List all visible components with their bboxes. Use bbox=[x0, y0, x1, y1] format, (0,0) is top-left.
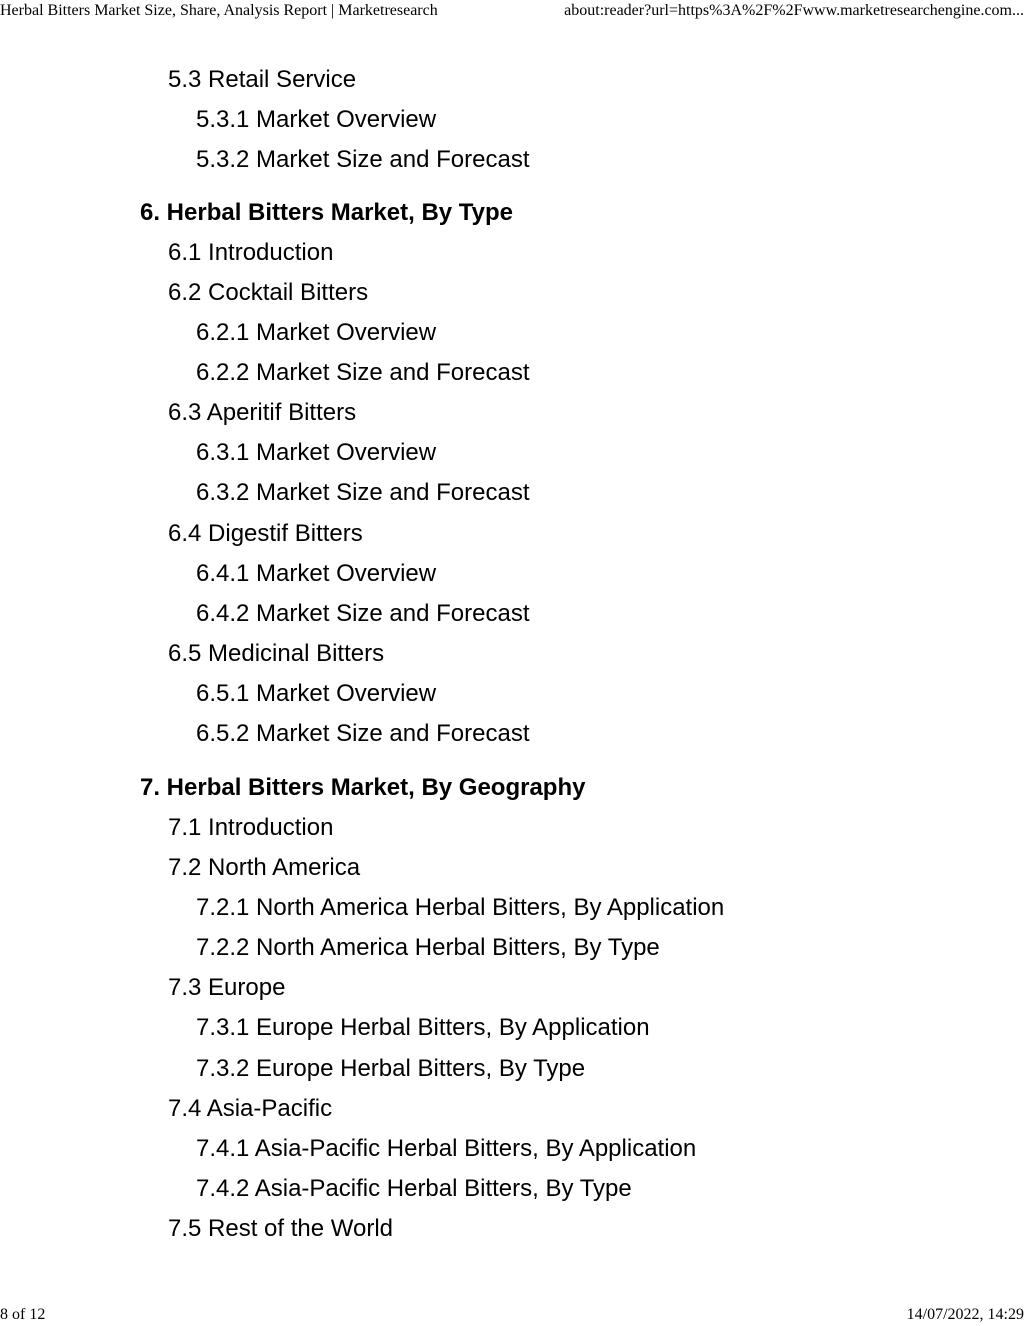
toc-item-7-4: 7.4 Asia-Pacific bbox=[168, 1095, 333, 1122]
toc-item-7-3: 7.3 Europe bbox=[168, 974, 286, 1001]
toc-item-6-2-1: 6.2.1 Market Overview bbox=[196, 319, 437, 346]
toc-item-7-1: 7.1 Introduction bbox=[168, 814, 334, 841]
toc-item-6-3: 6.3 Aperitif Bitters bbox=[168, 399, 357, 426]
print-datetime: 14/07/2022, 14:29 bbox=[906, 1306, 1024, 1323]
toc-item-6-4-2: 6.4.2 Market Size and Forecast bbox=[196, 600, 530, 627]
page-number: 8 of 12 bbox=[0, 1306, 46, 1323]
toc-item-7-2-1: 7.2.1 North America Herbal Bitters, By Application bbox=[196, 894, 725, 921]
toc-item-7-5: 7.5 Rest of the World bbox=[168, 1215, 393, 1242]
toc-item-7-4-2: 7.4.2 Asia-Pacific Herbal Bitters, By Type bbox=[196, 1175, 632, 1202]
toc-item-7-3-2: 7.3.2 Europe Herbal Bitters, By Type bbox=[196, 1055, 586, 1082]
toc-item-6-3-2: 6.3.2 Market Size and Forecast bbox=[196, 479, 530, 506]
toc-item-7-2-2: 7.2.2 North America Herbal Bitters, By Type bbox=[196, 934, 660, 961]
print-footer bbox=[0, 1304, 1024, 1326]
toc-item-7-3-1: 7.3.1 Europe Herbal Bitters, By Application bbox=[196, 1014, 650, 1041]
toc-item-6-5: 6.5 Medicinal Bitters bbox=[168, 640, 385, 667]
toc-item-6-5-2: 6.5.2 Market Size and Forecast bbox=[196, 720, 530, 747]
toc-item-5-3-1: 5.3.1 Market Overview bbox=[196, 106, 437, 133]
print-header bbox=[0, 0, 1024, 22]
toc-item-6-4: 6.4 Digestif Bitters bbox=[168, 520, 363, 547]
page-title: Herbal Bitters Market Size, Share, Analysis Report | Marketresearch bbox=[0, 2, 438, 19]
toc-heading-6: 6. Herbal Bitters Market, By Type bbox=[140, 199, 514, 226]
toc-item-6-4-1: 6.4.1 Market Overview bbox=[196, 560, 437, 587]
toc-item-6-2: 6.2 Cocktail Bitters bbox=[168, 279, 369, 306]
toc-item-6-1: 6.1 Introduction bbox=[168, 239, 334, 266]
page-url: about:reader?url=https%3A%2F%2Fwww.marketresearchengine.com... bbox=[564, 2, 1024, 19]
toc-item-7-2: 7.2 North America bbox=[168, 854, 361, 881]
toc-item-6-5-1: 6.5.1 Market Overview bbox=[196, 680, 437, 707]
toc-item-5-3-2: 5.3.2 Market Size and Forecast bbox=[196, 146, 530, 173]
toc-item-6-2-2: 6.2.2 Market Size and Forecast bbox=[196, 359, 530, 386]
toc-heading-7: 7. Herbal Bitters Market, By Geography bbox=[140, 774, 586, 801]
toc-item-6-3-1: 6.3.1 Market Overview bbox=[196, 439, 437, 466]
toc-item-5-3: 5.3 Retail Service bbox=[168, 66, 357, 93]
toc-item-7-4-1: 7.4.1 Asia-Pacific Herbal Bitters, By Application bbox=[196, 1135, 697, 1162]
